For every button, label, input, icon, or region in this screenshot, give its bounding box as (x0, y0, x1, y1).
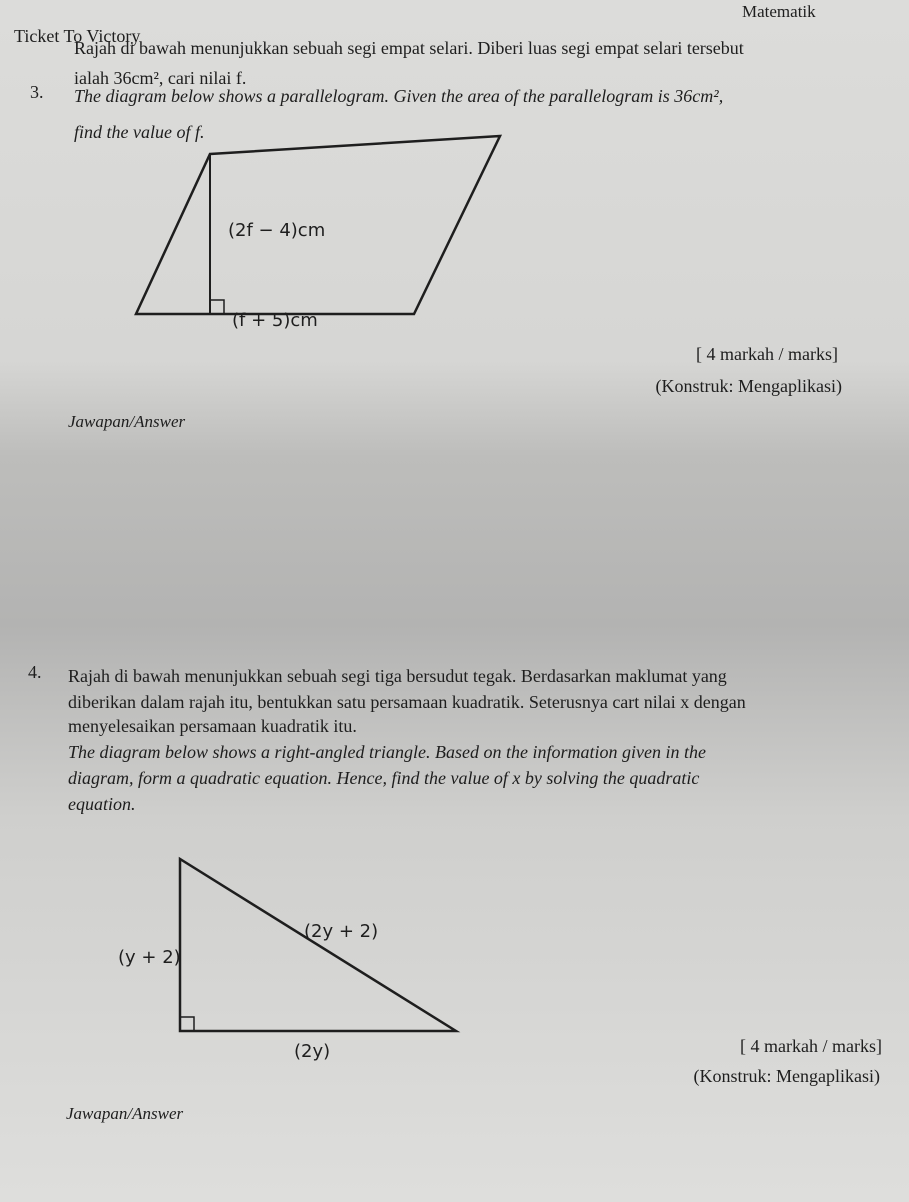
question-3-malay-line1: Rajah di bawah menunjukkan sebuah segi empat selari. Diberi luas segi empat selari tersebut (74, 38, 744, 58)
question-4-marks: [ 4 markah / marks] (740, 1036, 882, 1056)
question-3-malay-line2: ialah 36cm², cari nilai f. (74, 68, 247, 88)
question-4-english-line2: diagram, form a quadratic equation. Hence, find the value of x by solving the quadratic (68, 768, 700, 788)
parallelogram-base-label: (f + 5)cm (232, 310, 318, 331)
right-angle-marker (210, 300, 224, 314)
question-4-malay-line2: diberikan dalam rajah itu, bentukkan satu persamaan kuadratik. Seterusnya cart nilai x dengan (68, 692, 746, 712)
parallelogram-height-label: (2f − 4)cm (228, 220, 326, 241)
right-angle-marker (180, 1017, 194, 1031)
question-3-english-line1: The diagram below shows a parallelogram. Given the area of the parallelogram is 36cm², (74, 86, 724, 106)
triangle-diagram (110, 845, 470, 1075)
question-3-number: 3. (30, 82, 44, 102)
question-3-english-line2: find the value of f. (74, 122, 205, 142)
question-4-number: 4. (28, 662, 42, 682)
question-4-malay-line1: Rajah di bawah menunjukkan sebuah segi tiga bersudut tegak. Berdasarkan maklumat yang (68, 666, 727, 686)
question-4-answer-label: Jawapan/Answer (66, 1104, 184, 1123)
question-4-construct: (Konstruk: Mengaplikasi) (693, 1066, 880, 1086)
question-3-construct: (Konstruk: Mengaplikasi) (655, 376, 842, 396)
triangle-hypotenuse-label: (2y + 2) (304, 921, 379, 942)
right-triangle-shape (180, 859, 456, 1031)
question-4-english-line1: The diagram below shows a right-angled triangle. Based on the information given in the (68, 742, 706, 762)
triangle-vertical-label: (y + 2) (118, 947, 181, 968)
question-4-malay-line3: menyelesaikan persamaan kuadratik itu. (68, 716, 357, 736)
question-3-answer-label: Jawapan/Answer (68, 412, 186, 431)
subject-header: Matematik (742, 2, 816, 21)
triangle-base-label: (2y) (294, 1041, 331, 1062)
parallelogram-diagram (120, 128, 520, 338)
question-3-marks: [ 4 markah / marks] (696, 344, 838, 364)
question-4-english-line3: equation. (68, 794, 136, 814)
school-name: Ticket To Victory (14, 26, 141, 46)
